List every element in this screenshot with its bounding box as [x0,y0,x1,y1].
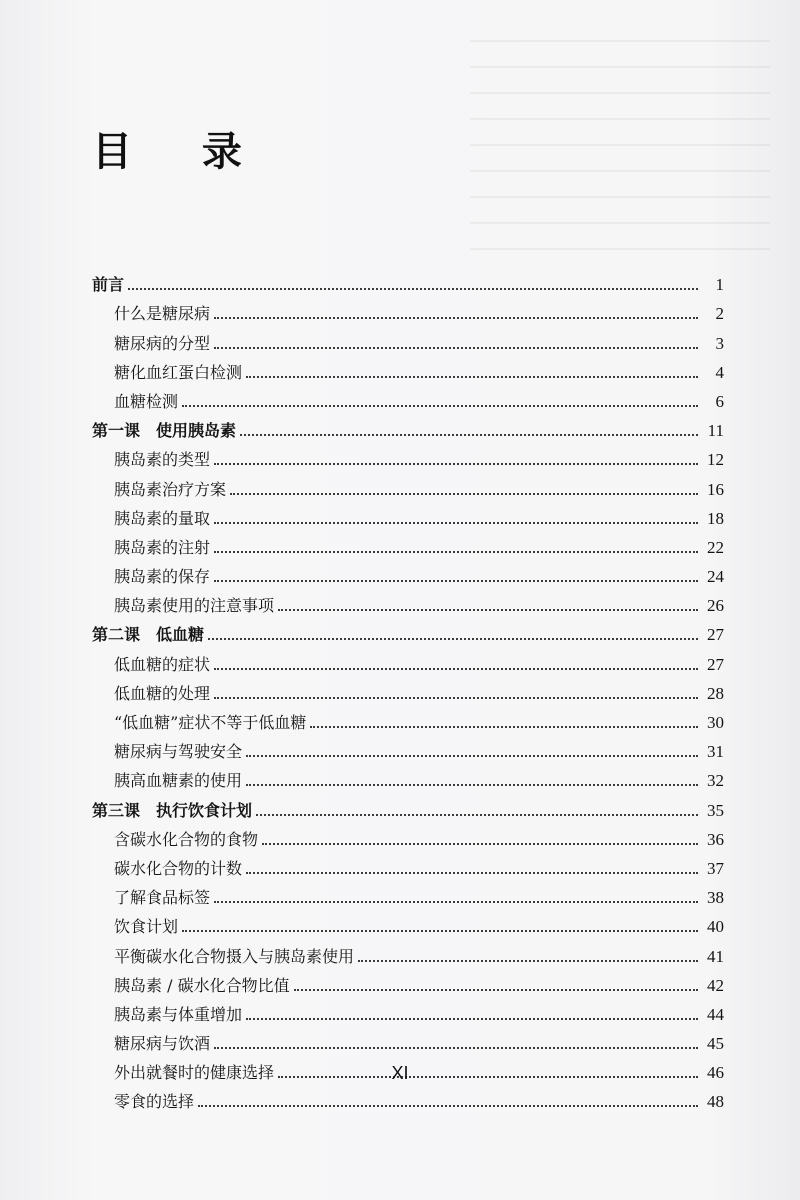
toc-entry-page-number: 28 [707,683,724,703]
dot-leader [208,638,698,640]
dot-leader [246,376,698,378]
toc-entry-label: 第一课 使用胰岛素 [92,421,237,441]
toc-entry-page-number: 6 [715,391,724,411]
dot-leader [214,317,698,319]
toc-entry-page-number: 36 [707,829,724,849]
toc-section-entry[interactable] [92,1025,724,1054]
toc-entry-page-number: 48 [707,1092,724,1112]
toc-section-entry[interactable] [92,937,724,966]
dot-leader [214,580,698,582]
toc-section-entry[interactable] [92,850,724,879]
dot-leader [198,1105,698,1107]
toc-section-entry[interactable] [92,587,724,616]
toc-entry-label: 第三课 执行饮食计划 [92,800,253,820]
dot-leader [246,872,698,874]
toc-section-entry[interactable] [92,383,724,412]
toc-entry-page-number: 2 [715,304,724,324]
toc-chapter-entry[interactable] [92,266,724,295]
dot-leader [240,434,698,436]
toc-entry-label: 低血糖的症状 [114,654,211,674]
toc-entry-page-number: 3 [715,333,724,353]
toc-section-entry[interactable] [92,558,724,587]
toc-entry-page-number: 42 [707,975,724,995]
toc-section-entry[interactable] [92,441,724,470]
toc-entry-label: 零食的选择 [114,1092,195,1112]
toc-entry-label: 血糖检测 [114,391,179,411]
toc-section-entry[interactable] [92,529,724,558]
dot-leader [262,843,698,845]
toc-entry-label: 胰岛素与体重增加 [114,1004,243,1024]
dot-leader [230,493,698,495]
toc-section-entry[interactable] [92,762,724,791]
toc-entry-label: 低血糖的处理 [114,683,211,703]
toc-chapter-entry[interactable] [92,791,724,820]
page-title: 目 录 [92,129,270,175]
toc-entry-page-number: 11 [707,421,724,441]
toc-entry-label: 胰岛素 / 碳水化合物比值 [114,975,290,995]
toc-entry-page-number: 24 [707,567,724,587]
dot-leader [214,522,698,524]
toc-chapter-entry[interactable] [92,616,724,645]
toc-entry-label: 糖化血红蛋白检测 [114,362,243,382]
toc-entry-label: 了解食品标签 [114,888,211,908]
toc-section-entry[interactable] [92,908,724,937]
toc-entry-label: 前言 [92,275,125,295]
toc-entry-page-number: 32 [707,771,724,791]
toc-entry-label: 什么是糖尿病 [114,304,211,324]
toc-entry-label: 胰高血糖素的使用 [114,771,243,791]
toc-entry-label: 碳水化合物的计数 [114,858,243,878]
toc-entry-page-number: 1 [715,275,724,295]
dot-leader [278,609,698,611]
toc-entry-page-number: 30 [707,713,724,732]
dot-leader [294,989,698,991]
toc-entry-page-number: 27 [707,625,724,645]
dot-leader [182,930,698,932]
toc-section-entry[interactable] [92,295,724,324]
dot-leader [214,1047,698,1049]
toc-section-entry[interactable] [92,996,724,1025]
dot-leader [214,463,698,465]
toc-entry-label: 胰岛素治疗方案 [114,479,227,499]
toc-entry-page-number: 44 [707,1004,724,1024]
toc-entry-page-number: 4 [715,362,724,382]
table-of-contents [92,266,724,1112]
dot-leader [358,960,698,962]
toc-entry-label: 含碳水化合物的食物 [114,829,259,849]
show-through-texture [470,40,770,260]
toc-entry-label: 糖尿病与驾驶安全 [114,742,243,762]
toc-entry-page-number: 26 [707,596,724,616]
toc-section-entry[interactable] [92,324,724,353]
toc-entry-label: 第二课 低血糖 [92,625,205,645]
toc-section-entry[interactable] [92,645,724,674]
toc-section-entry[interactable] [92,354,724,383]
toc-entry-page-number: 31 [707,742,724,762]
dot-leader [214,697,698,699]
toc-entry-page-number: 37 [707,858,724,878]
toc-section-entry[interactable] [92,967,724,996]
dot-leader [214,901,698,903]
toc-section-entry[interactable] [92,704,724,733]
dot-leader [256,814,698,816]
toc-entry-page-number: 16 [707,479,724,499]
dot-leader [246,784,698,786]
toc-entry-page-number: 18 [707,508,724,528]
toc-entry-label: “低血糖”症状不等于低血糖 [114,713,307,732]
toc-entry-page-number: 46 [707,1063,724,1083]
toc-section-entry[interactable] [92,470,724,499]
toc-entry-label: 饮食计划 [114,917,179,937]
toc-entry-page-number: 38 [707,888,724,908]
toc-entry-page-number: 41 [707,946,724,966]
toc-entry-label: 糖尿病的分型 [114,333,211,353]
toc-entry-label: 胰岛素的保存 [114,567,211,587]
toc-section-entry[interactable] [92,675,724,704]
toc-section-entry[interactable] [92,733,724,762]
toc-entry-page-number: 40 [707,917,724,937]
dot-leader [310,726,698,728]
toc-entry-label: 糖尿病与饮酒 [114,1034,211,1054]
toc-section-entry[interactable] [92,821,724,850]
toc-entry-page-number: 12 [707,450,724,470]
toc-entry-label: 胰岛素的量取 [114,508,211,528]
toc-section-entry[interactable] [92,879,724,908]
toc-entry-label: 外出就餐时的健康选择 [114,1063,275,1083]
toc-entry-label: 平衡碳水化合物摄入与胰岛素使用 [114,946,355,966]
toc-chapter-entry[interactable] [92,412,724,441]
toc-entry-page-number: 45 [707,1034,724,1054]
dot-leader [128,288,698,290]
dot-leader [246,1018,698,1020]
toc-entry-page-number: 27 [707,654,724,674]
page-folio: XI [391,1063,409,1083]
toc-entry-page-number: 35 [707,800,724,820]
toc-entry-page-number: 22 [707,537,724,557]
toc-entry-label: 胰岛素的类型 [114,450,211,470]
dot-leader [214,668,698,670]
toc-entry-label: 胰岛素使用的注意事项 [114,596,275,616]
toc-section-entry[interactable] [92,500,724,529]
toc-section-entry[interactable] [92,1083,724,1112]
dot-leader [214,347,698,349]
dot-leader [214,551,698,553]
dot-leader [182,405,698,407]
dot-leader [246,755,698,757]
toc-entry-label: 胰岛素的注射 [114,537,211,557]
